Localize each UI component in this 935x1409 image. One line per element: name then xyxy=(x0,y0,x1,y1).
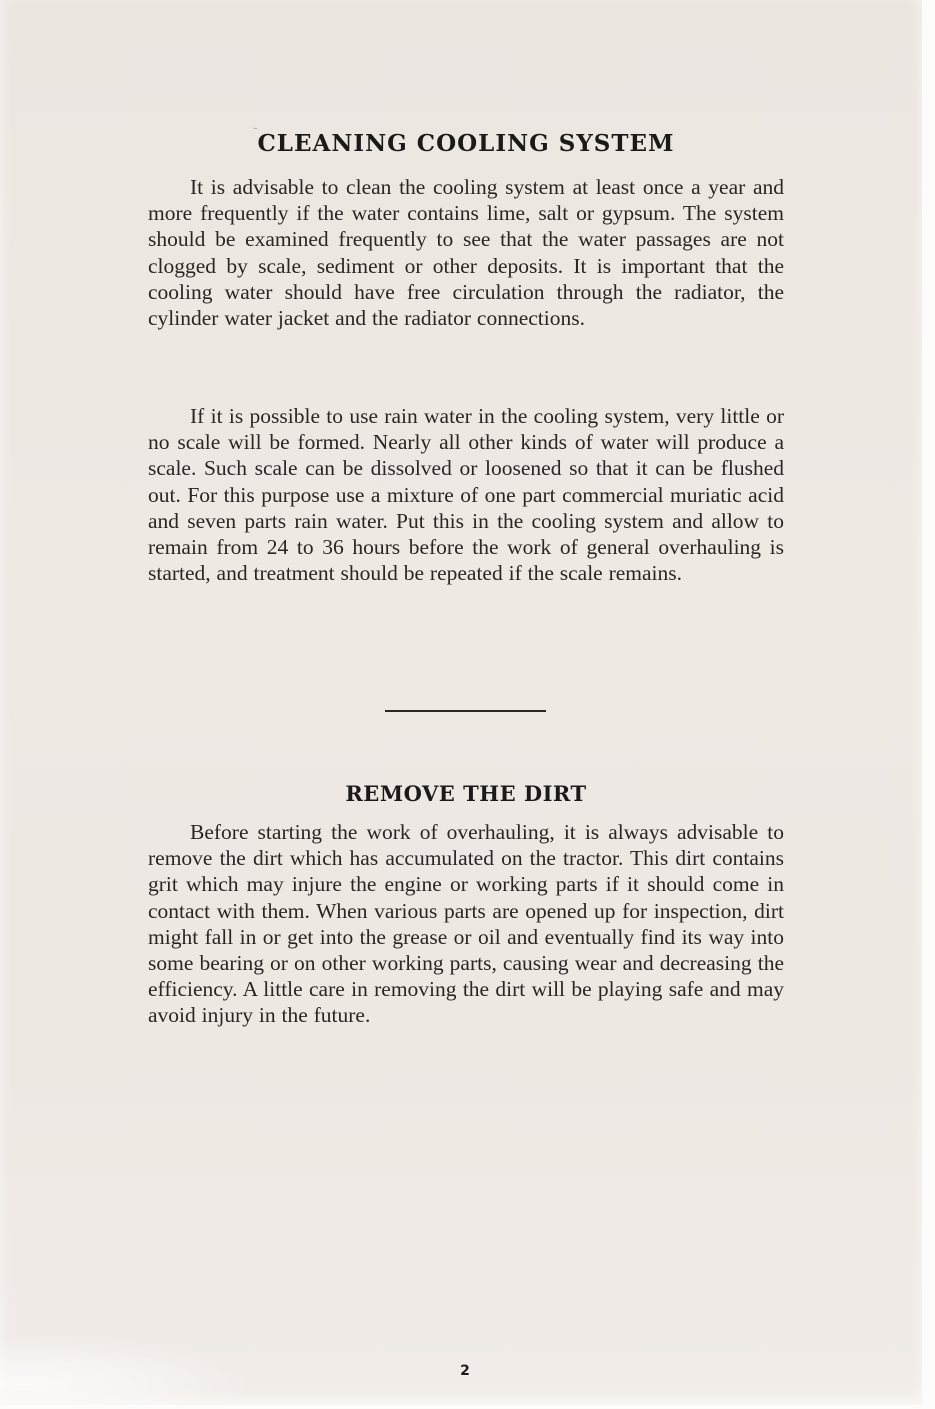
paragraph-rain-water-scale: If it is possible to use rain water in the cooling system, very little or no scale will be formed. Nearly all other kinds of water will produce a scale. Such scale can be dissolved or loosened so that it can be flushed out. For this purpose use a mixture of one part commercial muriatic acid and seven parts rain water. Put this in the cooling system and allow to remain from 24 to 36 hours before the work of general overhauling is started, and treatment should be repeated if the scale remains. xyxy=(148,404,784,586)
page-number: 2 xyxy=(460,1363,470,1379)
print-speck: - xyxy=(253,119,258,135)
paragraph-cooling-system-intro: It is advisable to clean the cooling system at least once a year and more frequently if the water contains lime, salt or gypsum. The system should be examined frequently to see that the water passages are not clogged by scale, sediment or other deposits. It is important that the cooling water should have free circulation through the radiator, the cylinder water jacket and the radiator connections. xyxy=(148,175,784,331)
section-heading-remove-the-dirt: REMOVE THE DIRT xyxy=(345,781,587,807)
paragraph-remove-dirt: Before starting the work of overhauling, it is always advisable to remove the dirt which has accumulated on the tractor. This dirt contains grit which may injure the engine or working parts if it should come in contact with them. When various parts are opened up for inspection, dirt might fall in or get into the grease or oil and eventually find its way into some bearing or on other working parts, causing wear and decreasing the efficiency. A little care in removing the dirt will be playing safe and may avoid injury in the future. xyxy=(148,820,784,1028)
section-divider-rule xyxy=(385,710,546,712)
section-heading-cleaning-cooling-system: CLEANING COOLING SYSTEM xyxy=(257,130,675,158)
